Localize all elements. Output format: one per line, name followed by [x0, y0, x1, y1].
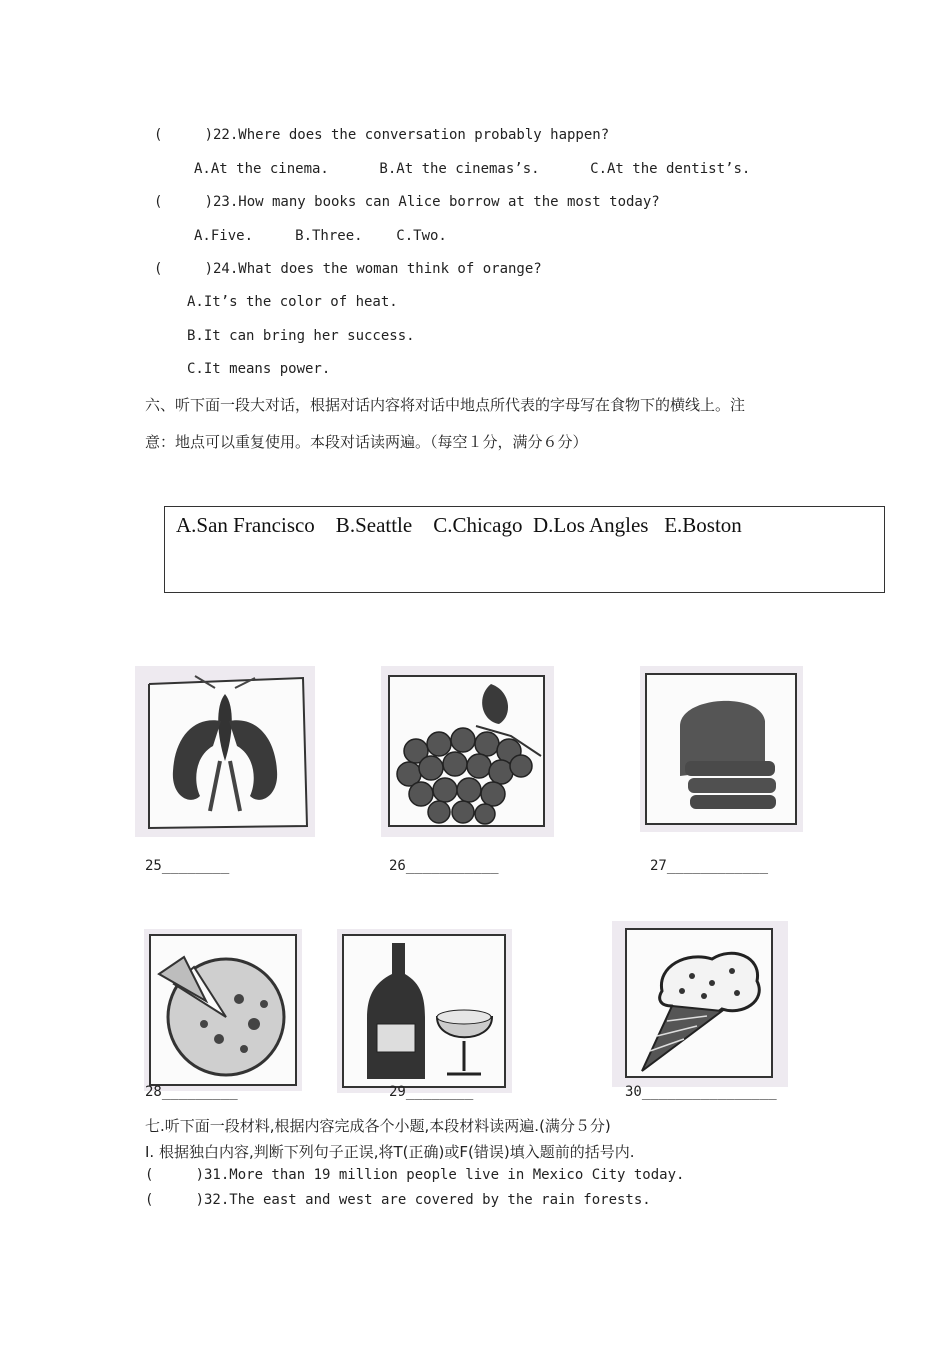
answer-blank-26[interactable]: 26___________ [389, 858, 499, 874]
section-7-title: 七.听下面一段材料,根据内容完成各个小题,本段材料读两遍.(满分５分) [145, 1117, 611, 1135]
wine-picture [337, 929, 512, 1093]
ice-cream-picture [612, 921, 788, 1087]
question-24: ( )24.What does the woman think of orange? [154, 261, 542, 277]
section-6-instruction-2: 意：地点可以重复使用。本段对话读两遍。（每空１分，满分６分） [145, 433, 588, 451]
question-24-option-c: C.It means power. [187, 361, 331, 377]
answer-blank-28[interactable]: 28_________ [145, 1084, 238, 1100]
answer-blank-27[interactable]: 27____________ [650, 858, 769, 874]
question-31: ( )31.More than 19 million people live in Mexico City today. [145, 1167, 685, 1183]
lobster-picture [135, 666, 315, 837]
section-6-instruction-1: 六、听下面一段大对话，根据对话内容将对话中地点所代表的字母写在食物下的横线上。注 [145, 396, 746, 414]
question-23-options: A.Five. B.Three. C.Two. [194, 228, 447, 244]
question-32: ( )32.The east and west are covered by the rain forests. [145, 1192, 651, 1208]
bread-picture [640, 666, 803, 832]
question-24-option-b: B.It can bring her success. [187, 328, 415, 344]
question-22: ( )22.Where does the conversation probably happen? [154, 127, 610, 143]
pizza-picture [144, 929, 302, 1091]
answer-blank-30[interactable]: 30________________ [625, 1084, 777, 1100]
answer-blank-29[interactable]: 29________ [389, 1084, 474, 1100]
places-box [164, 506, 885, 593]
section-7-instruction: I. 根据独白内容,判断下列句子正误,将T(正确)或F(错误)填入题前的括号内. [145, 1143, 635, 1161]
answer-blank-25[interactable]: 25________ [145, 858, 230, 874]
question-24-option-a: A.It’s the color of heat. [187, 294, 398, 310]
grapes-picture [381, 666, 554, 837]
question-22-options: A.At the cinema. B.At the cinemas’s. C.At the dentist’s. [194, 161, 751, 177]
question-23: ( )23.How many books can Alice borrow at the most today? [154, 194, 660, 210]
places-list: A.San Francisco B.Seattle C.Chicago D.Los Angles E.Boston [176, 513, 742, 537]
